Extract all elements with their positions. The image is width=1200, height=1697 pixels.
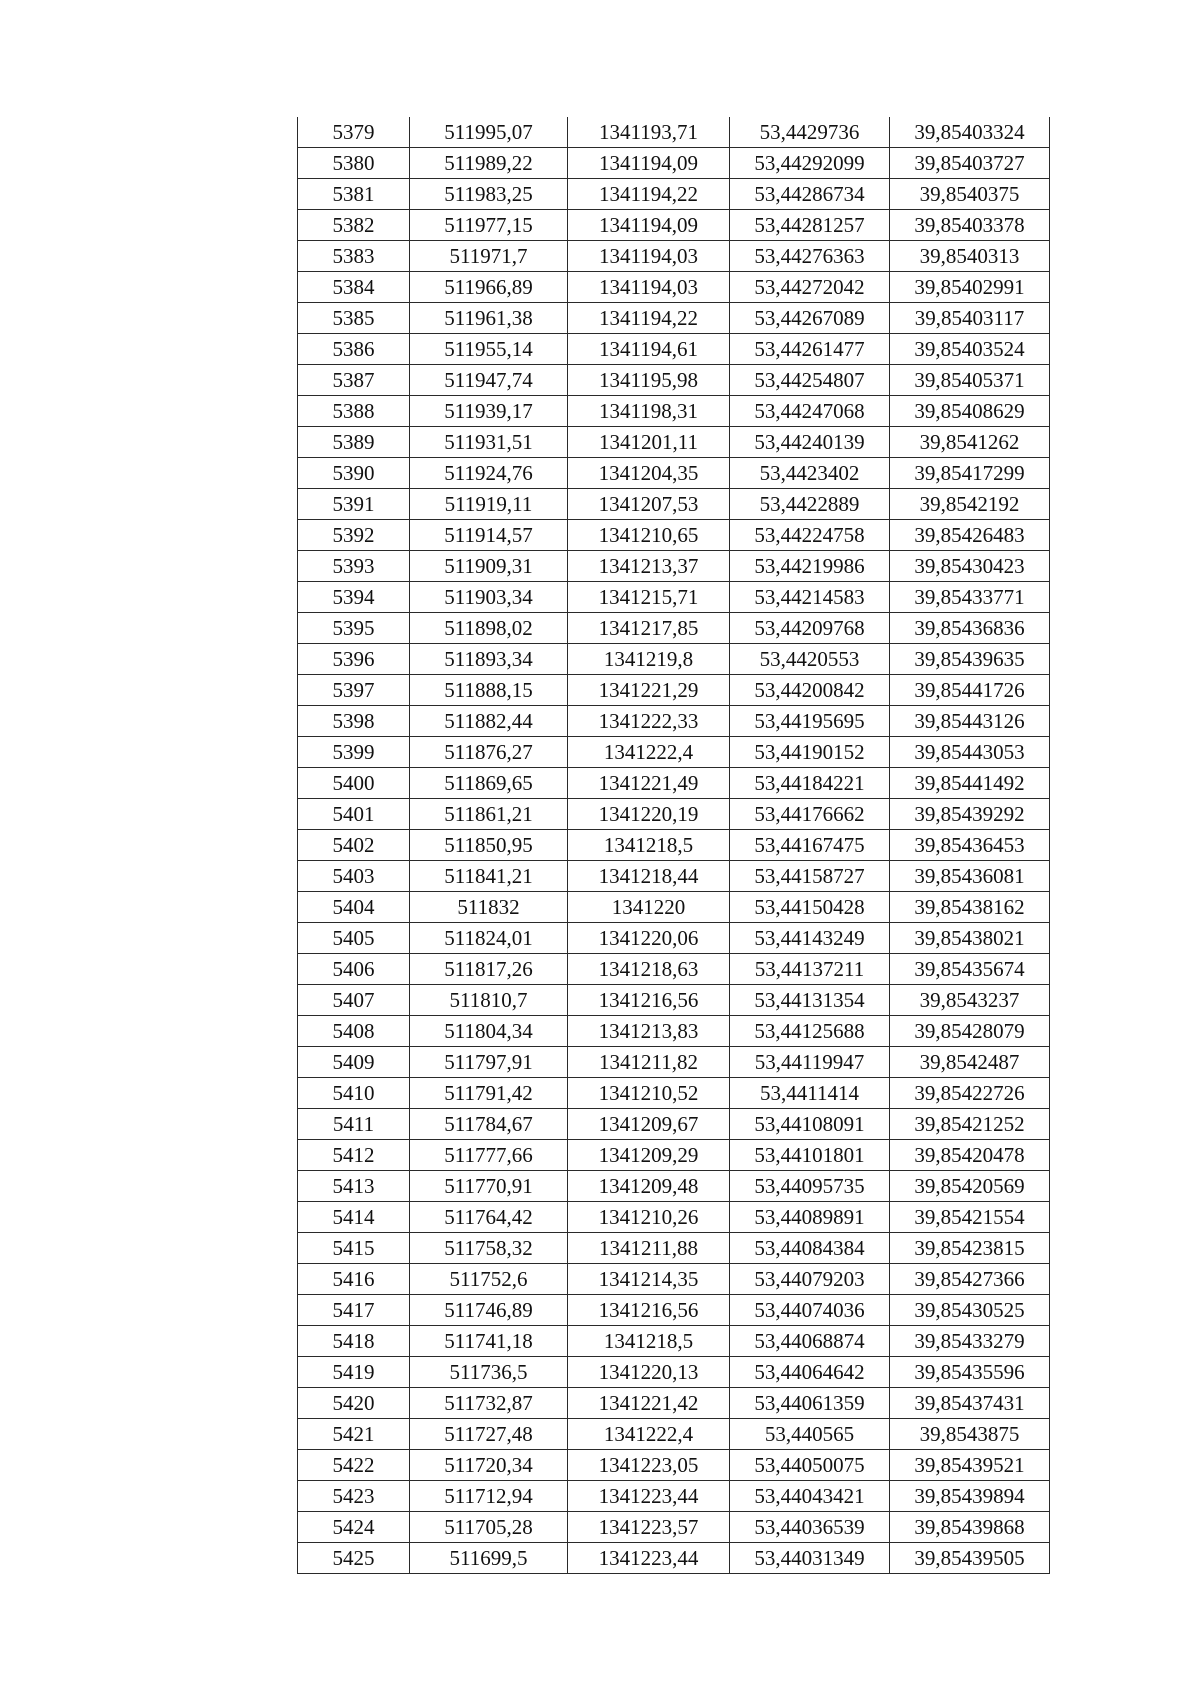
point-number-cell: 5418 — [298, 1326, 410, 1357]
table-row — [298, 396, 1050, 427]
table-row — [298, 799, 1050, 830]
x-coordinate-cell: 511882,44 — [410, 706, 568, 737]
point-number-cell: 5416 — [298, 1264, 410, 1295]
table-row — [298, 1326, 1050, 1357]
longitude-cell: 39,8542192 — [890, 489, 1050, 520]
longitude-cell: 39,85439521 — [890, 1450, 1050, 1481]
point-number-cell: 5391 — [298, 489, 410, 520]
longitude-cell: 39,85438021 — [890, 923, 1050, 954]
table-row — [298, 613, 1050, 644]
x-coordinate-cell: 511995,07 — [410, 117, 568, 148]
point-number-cell: 5387 — [298, 365, 410, 396]
latitude-cell: 53,44119947 — [730, 1047, 890, 1078]
x-coordinate-cell: 511961,38 — [410, 303, 568, 334]
longitude-cell: 39,85433279 — [890, 1326, 1050, 1357]
latitude-cell: 53,4420553 — [730, 644, 890, 675]
y-coordinate-cell: 1341218,63 — [568, 954, 730, 985]
latitude-cell: 53,44247068 — [730, 396, 890, 427]
y-coordinate-cell: 1341222,4 — [568, 737, 730, 768]
coordinates-table — [297, 117, 1050, 1574]
latitude-cell: 53,44267089 — [730, 303, 890, 334]
latitude-cell: 53,44095735 — [730, 1171, 890, 1202]
longitude-cell: 39,85436453 — [890, 830, 1050, 861]
x-coordinate-cell: 511720,34 — [410, 1450, 568, 1481]
point-number-cell: 5381 — [298, 179, 410, 210]
latitude-cell: 53,4429736 — [730, 117, 890, 148]
table-row — [298, 1450, 1050, 1481]
x-coordinate-cell: 511983,25 — [410, 179, 568, 210]
table-row — [298, 1171, 1050, 1202]
y-coordinate-cell: 1341211,88 — [568, 1233, 730, 1264]
point-number-cell: 5399 — [298, 737, 410, 768]
y-coordinate-cell: 1341193,71 — [568, 117, 730, 148]
table-row — [298, 210, 1050, 241]
latitude-cell: 53,44108091 — [730, 1109, 890, 1140]
longitude-cell: 39,85437431 — [890, 1388, 1050, 1419]
point-number-cell: 5408 — [298, 1016, 410, 1047]
table-row — [298, 241, 1050, 272]
x-coordinate-cell: 511764,42 — [410, 1202, 568, 1233]
table-row — [298, 1264, 1050, 1295]
table-row — [298, 706, 1050, 737]
latitude-cell: 53,44137211 — [730, 954, 890, 985]
latitude-cell: 53,44214583 — [730, 582, 890, 613]
point-number-cell: 5417 — [298, 1295, 410, 1326]
point-number-cell: 5425 — [298, 1543, 410, 1574]
latitude-cell: 53,44281257 — [730, 210, 890, 241]
latitude-cell: 53,44079203 — [730, 1264, 890, 1295]
latitude-cell: 53,44131354 — [730, 985, 890, 1016]
x-coordinate-cell: 511797,91 — [410, 1047, 568, 1078]
longitude-cell: 39,85441726 — [890, 675, 1050, 706]
longitude-cell: 39,85443126 — [890, 706, 1050, 737]
table-row — [298, 489, 1050, 520]
point-number-cell: 5398 — [298, 706, 410, 737]
point-number-cell: 5397 — [298, 675, 410, 706]
table-row — [298, 365, 1050, 396]
y-coordinate-cell: 1341198,31 — [568, 396, 730, 427]
coordinates-table-body — [298, 117, 1050, 1574]
x-coordinate-cell: 511955,14 — [410, 334, 568, 365]
point-number-cell: 5386 — [298, 334, 410, 365]
longitude-cell: 39,85403378 — [890, 210, 1050, 241]
x-coordinate-cell: 511924,76 — [410, 458, 568, 489]
x-coordinate-cell: 511758,32 — [410, 1233, 568, 1264]
latitude-cell: 53,44084384 — [730, 1233, 890, 1264]
table-row — [298, 303, 1050, 334]
y-coordinate-cell: 1341223,44 — [568, 1481, 730, 1512]
point-number-cell: 5407 — [298, 985, 410, 1016]
x-coordinate-cell: 511784,67 — [410, 1109, 568, 1140]
longitude-cell: 39,85438162 — [890, 892, 1050, 923]
latitude-cell: 53,44190152 — [730, 737, 890, 768]
point-number-cell: 5414 — [298, 1202, 410, 1233]
point-number-cell: 5396 — [298, 644, 410, 675]
point-number-cell: 5388 — [298, 396, 410, 427]
table-row — [298, 458, 1050, 489]
point-number-cell: 5382 — [298, 210, 410, 241]
x-coordinate-cell: 511817,26 — [410, 954, 568, 985]
point-number-cell: 5421 — [298, 1419, 410, 1450]
table-row — [298, 675, 1050, 706]
y-coordinate-cell: 1341221,49 — [568, 768, 730, 799]
x-coordinate-cell: 511861,21 — [410, 799, 568, 830]
table-row — [298, 985, 1050, 1016]
point-number-cell: 5406 — [298, 954, 410, 985]
point-number-cell: 5384 — [298, 272, 410, 303]
x-coordinate-cell: 511939,17 — [410, 396, 568, 427]
y-coordinate-cell: 1341220,19 — [568, 799, 730, 830]
longitude-cell: 39,85422726 — [890, 1078, 1050, 1109]
point-number-cell: 5420 — [298, 1388, 410, 1419]
latitude-cell: 53,44167475 — [730, 830, 890, 861]
table-row — [298, 644, 1050, 675]
point-number-cell: 5393 — [298, 551, 410, 582]
y-coordinate-cell: 1341220,06 — [568, 923, 730, 954]
longitude-cell: 39,85428079 — [890, 1016, 1050, 1047]
point-number-cell: 5405 — [298, 923, 410, 954]
longitude-cell: 39,85443053 — [890, 737, 1050, 768]
latitude-cell: 53,44261477 — [730, 334, 890, 365]
table-row — [298, 1078, 1050, 1109]
x-coordinate-cell: 511971,7 — [410, 241, 568, 272]
longitude-cell: 39,85405371 — [890, 365, 1050, 396]
latitude-cell: 53,44254807 — [730, 365, 890, 396]
y-coordinate-cell: 1341218,5 — [568, 1326, 730, 1357]
point-number-cell: 5404 — [298, 892, 410, 923]
table-row — [298, 1512, 1050, 1543]
y-coordinate-cell: 1341220 — [568, 892, 730, 923]
longitude-cell: 39,85421252 — [890, 1109, 1050, 1140]
x-coordinate-cell: 511732,87 — [410, 1388, 568, 1419]
table-row — [298, 1047, 1050, 1078]
table-row — [298, 1357, 1050, 1388]
latitude-cell: 53,44050075 — [730, 1450, 890, 1481]
table-row — [298, 582, 1050, 613]
x-coordinate-cell: 511989,22 — [410, 148, 568, 179]
x-coordinate-cell: 511931,51 — [410, 427, 568, 458]
point-number-cell: 5395 — [298, 613, 410, 644]
x-coordinate-cell: 511893,34 — [410, 644, 568, 675]
y-coordinate-cell: 1341216,56 — [568, 1295, 730, 1326]
longitude-cell: 39,85439505 — [890, 1543, 1050, 1574]
y-coordinate-cell: 1341218,44 — [568, 861, 730, 892]
x-coordinate-cell: 511869,65 — [410, 768, 568, 799]
y-coordinate-cell: 1341223,44 — [568, 1543, 730, 1574]
latitude-cell: 53,44184221 — [730, 768, 890, 799]
y-coordinate-cell: 1341223,57 — [568, 1512, 730, 1543]
point-number-cell: 5413 — [298, 1171, 410, 1202]
longitude-cell: 39,85436836 — [890, 613, 1050, 644]
point-number-cell: 5412 — [298, 1140, 410, 1171]
x-coordinate-cell: 511909,31 — [410, 551, 568, 582]
longitude-cell: 39,85403727 — [890, 148, 1050, 179]
table-row — [298, 1016, 1050, 1047]
x-coordinate-cell: 511888,15 — [410, 675, 568, 706]
y-coordinate-cell: 1341209,67 — [568, 1109, 730, 1140]
longitude-cell: 39,8540375 — [890, 179, 1050, 210]
y-coordinate-cell: 1341214,35 — [568, 1264, 730, 1295]
y-coordinate-cell: 1341201,11 — [568, 427, 730, 458]
table-row — [298, 117, 1050, 148]
y-coordinate-cell: 1341194,09 — [568, 148, 730, 179]
latitude-cell: 53,44286734 — [730, 179, 890, 210]
x-coordinate-cell: 511777,66 — [410, 1140, 568, 1171]
table-row — [298, 520, 1050, 551]
y-coordinate-cell: 1341194,09 — [568, 210, 730, 241]
latitude-cell: 53,44150428 — [730, 892, 890, 923]
x-coordinate-cell: 511727,48 — [410, 1419, 568, 1450]
y-coordinate-cell: 1341213,37 — [568, 551, 730, 582]
latitude-cell: 53,4411414 — [730, 1078, 890, 1109]
table-row — [298, 737, 1050, 768]
latitude-cell: 53,44125688 — [730, 1016, 890, 1047]
table-row — [298, 1202, 1050, 1233]
point-number-cell: 5390 — [298, 458, 410, 489]
latitude-cell: 53,44195695 — [730, 706, 890, 737]
point-number-cell: 5402 — [298, 830, 410, 861]
point-number-cell: 5410 — [298, 1078, 410, 1109]
latitude-cell: 53,44224758 — [730, 520, 890, 551]
x-coordinate-cell: 511699,5 — [410, 1543, 568, 1574]
x-coordinate-cell: 511746,89 — [410, 1295, 568, 1326]
x-coordinate-cell: 511977,15 — [410, 210, 568, 241]
longitude-cell: 39,85420569 — [890, 1171, 1050, 1202]
latitude-cell: 53,44209768 — [730, 613, 890, 644]
y-coordinate-cell: 1341213,83 — [568, 1016, 730, 1047]
point-number-cell: 5403 — [298, 861, 410, 892]
latitude-cell: 53,44176662 — [730, 799, 890, 830]
table-row — [298, 861, 1050, 892]
point-number-cell: 5379 — [298, 117, 410, 148]
table-row — [298, 1481, 1050, 1512]
y-coordinate-cell: 1341223,05 — [568, 1450, 730, 1481]
longitude-cell: 39,85408629 — [890, 396, 1050, 427]
latitude-cell: 53,44043421 — [730, 1481, 890, 1512]
table-row — [298, 1109, 1050, 1140]
longitude-cell: 39,8543237 — [890, 985, 1050, 1016]
point-number-cell: 5385 — [298, 303, 410, 334]
y-coordinate-cell: 1341194,03 — [568, 272, 730, 303]
longitude-cell: 39,8542487 — [890, 1047, 1050, 1078]
x-coordinate-cell: 511810,7 — [410, 985, 568, 1016]
y-coordinate-cell: 1341215,71 — [568, 582, 730, 613]
table-row — [298, 1295, 1050, 1326]
point-number-cell: 5419 — [298, 1357, 410, 1388]
table-row — [298, 427, 1050, 458]
point-number-cell: 5389 — [298, 427, 410, 458]
y-coordinate-cell: 1341194,61 — [568, 334, 730, 365]
point-number-cell: 5422 — [298, 1450, 410, 1481]
y-coordinate-cell: 1341194,03 — [568, 241, 730, 272]
y-coordinate-cell: 1341204,35 — [568, 458, 730, 489]
latitude-cell: 53,44292099 — [730, 148, 890, 179]
table-row — [298, 272, 1050, 303]
latitude-cell: 53,4422889 — [730, 489, 890, 520]
x-coordinate-cell: 511966,89 — [410, 272, 568, 303]
longitude-cell: 39,85402991 — [890, 272, 1050, 303]
point-number-cell: 5411 — [298, 1109, 410, 1140]
x-coordinate-cell: 511736,5 — [410, 1357, 568, 1388]
latitude-cell: 53,44036539 — [730, 1512, 890, 1543]
longitude-cell: 39,85421554 — [890, 1202, 1050, 1233]
y-coordinate-cell: 1341211,82 — [568, 1047, 730, 1078]
table-row — [298, 1543, 1050, 1574]
x-coordinate-cell: 511903,34 — [410, 582, 568, 613]
x-coordinate-cell: 511741,18 — [410, 1326, 568, 1357]
table-row — [298, 334, 1050, 365]
table-row — [298, 892, 1050, 923]
x-coordinate-cell: 511919,11 — [410, 489, 568, 520]
y-coordinate-cell: 1341194,22 — [568, 179, 730, 210]
table-row — [298, 1140, 1050, 1171]
longitude-cell: 39,85403324 — [890, 117, 1050, 148]
y-coordinate-cell: 1341222,33 — [568, 706, 730, 737]
y-coordinate-cell: 1341221,42 — [568, 1388, 730, 1419]
longitude-cell: 39,8541262 — [890, 427, 1050, 458]
y-coordinate-cell: 1341216,56 — [568, 985, 730, 1016]
table-row — [298, 1233, 1050, 1264]
longitude-cell: 39,85426483 — [890, 520, 1050, 551]
y-coordinate-cell: 1341220,13 — [568, 1357, 730, 1388]
table-row — [298, 1388, 1050, 1419]
table-row — [298, 148, 1050, 179]
latitude-cell: 53,44240139 — [730, 427, 890, 458]
latitude-cell: 53,44064642 — [730, 1357, 890, 1388]
x-coordinate-cell: 511705,28 — [410, 1512, 568, 1543]
longitude-cell: 39,85423815 — [890, 1233, 1050, 1264]
longitude-cell: 39,8543875 — [890, 1419, 1050, 1450]
table-row — [298, 179, 1050, 210]
table-row — [298, 830, 1050, 861]
table-row — [298, 1419, 1050, 1450]
latitude-cell: 53,44061359 — [730, 1388, 890, 1419]
point-number-cell: 5394 — [298, 582, 410, 613]
latitude-cell: 53,44068874 — [730, 1326, 890, 1357]
point-number-cell: 5409 — [298, 1047, 410, 1078]
point-number-cell: 5400 — [298, 768, 410, 799]
table-row — [298, 768, 1050, 799]
y-coordinate-cell: 1341217,85 — [568, 613, 730, 644]
y-coordinate-cell: 1341209,48 — [568, 1171, 730, 1202]
y-coordinate-cell: 1341210,52 — [568, 1078, 730, 1109]
latitude-cell: 53,44101801 — [730, 1140, 890, 1171]
table-row — [298, 551, 1050, 582]
x-coordinate-cell: 511770,91 — [410, 1171, 568, 1202]
longitude-cell: 39,85420478 — [890, 1140, 1050, 1171]
longitude-cell: 39,85436081 — [890, 861, 1050, 892]
y-coordinate-cell: 1341219,8 — [568, 644, 730, 675]
latitude-cell: 53,44272042 — [730, 272, 890, 303]
longitude-cell: 39,85439868 — [890, 1512, 1050, 1543]
point-number-cell: 5401 — [298, 799, 410, 830]
x-coordinate-cell: 511841,21 — [410, 861, 568, 892]
longitude-cell: 39,85439292 — [890, 799, 1050, 830]
y-coordinate-cell: 1341210,26 — [568, 1202, 730, 1233]
longitude-cell: 39,85439635 — [890, 644, 1050, 675]
x-coordinate-cell: 511914,57 — [410, 520, 568, 551]
latitude-cell: 53,44031349 — [730, 1543, 890, 1574]
latitude-cell: 53,440565 — [730, 1419, 890, 1450]
longitude-cell: 39,85403117 — [890, 303, 1050, 334]
x-coordinate-cell: 511850,95 — [410, 830, 568, 861]
longitude-cell: 39,85403524 — [890, 334, 1050, 365]
x-coordinate-cell: 511876,27 — [410, 737, 568, 768]
longitude-cell: 39,85433771 — [890, 582, 1050, 613]
y-coordinate-cell: 1341221,29 — [568, 675, 730, 706]
latitude-cell: 53,44276363 — [730, 241, 890, 272]
table-row — [298, 923, 1050, 954]
y-coordinate-cell: 1341207,53 — [568, 489, 730, 520]
point-number-cell: 5380 — [298, 148, 410, 179]
x-coordinate-cell: 511832 — [410, 892, 568, 923]
longitude-cell: 39,85427366 — [890, 1264, 1050, 1295]
latitude-cell: 53,44200842 — [730, 675, 890, 706]
longitude-cell: 39,85441492 — [890, 768, 1050, 799]
longitude-cell: 39,85430423 — [890, 551, 1050, 582]
point-number-cell: 5424 — [298, 1512, 410, 1543]
x-coordinate-cell: 511898,02 — [410, 613, 568, 644]
longitude-cell: 39,85435674 — [890, 954, 1050, 985]
latitude-cell: 53,44143249 — [730, 923, 890, 954]
y-coordinate-cell: 1341209,29 — [568, 1140, 730, 1171]
x-coordinate-cell: 511947,74 — [410, 365, 568, 396]
x-coordinate-cell: 511712,94 — [410, 1481, 568, 1512]
longitude-cell: 39,85439894 — [890, 1481, 1050, 1512]
y-coordinate-cell: 1341210,65 — [568, 520, 730, 551]
latitude-cell: 53,44219986 — [730, 551, 890, 582]
latitude-cell: 53,4423402 — [730, 458, 890, 489]
longitude-cell: 39,8540313 — [890, 241, 1050, 272]
latitude-cell: 53,44158727 — [730, 861, 890, 892]
y-coordinate-cell: 1341194,22 — [568, 303, 730, 334]
point-number-cell: 5392 — [298, 520, 410, 551]
y-coordinate-cell: 1341195,98 — [568, 365, 730, 396]
latitude-cell: 53,44074036 — [730, 1295, 890, 1326]
x-coordinate-cell: 511752,6 — [410, 1264, 568, 1295]
latitude-cell: 53,44089891 — [730, 1202, 890, 1233]
longitude-cell: 39,85435596 — [890, 1357, 1050, 1388]
x-coordinate-cell: 511824,01 — [410, 923, 568, 954]
y-coordinate-cell: 1341218,5 — [568, 830, 730, 861]
x-coordinate-cell: 511804,34 — [410, 1016, 568, 1047]
point-number-cell: 5423 — [298, 1481, 410, 1512]
point-number-cell: 5415 — [298, 1233, 410, 1264]
point-number-cell: 5383 — [298, 241, 410, 272]
table-row — [298, 954, 1050, 985]
x-coordinate-cell: 511791,42 — [410, 1078, 568, 1109]
y-coordinate-cell: 1341222,4 — [568, 1419, 730, 1450]
longitude-cell: 39,85417299 — [890, 458, 1050, 489]
longitude-cell: 39,85430525 — [890, 1295, 1050, 1326]
